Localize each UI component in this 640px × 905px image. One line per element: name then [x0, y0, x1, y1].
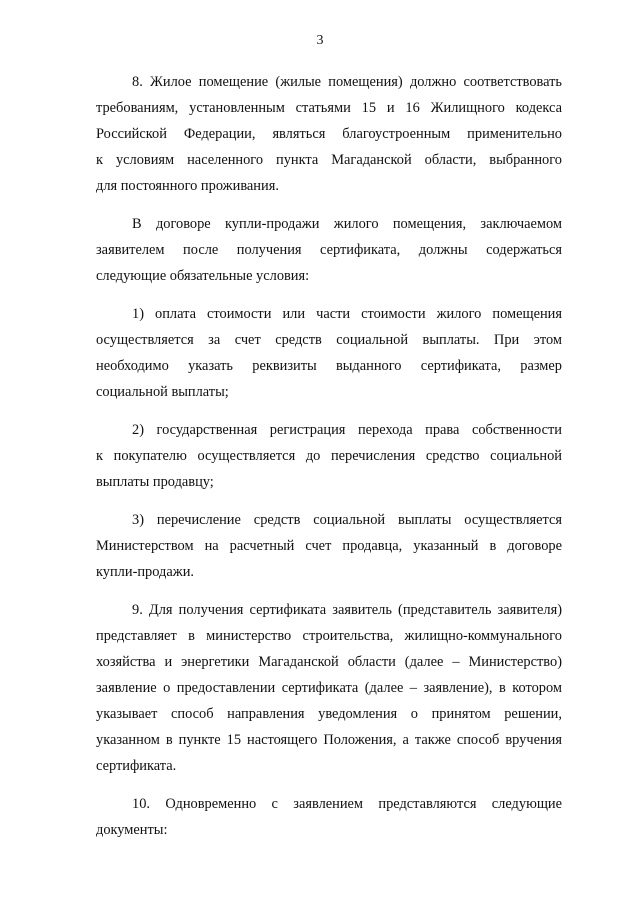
text-line: 2) государственная регистрация перехода права собственности	[132, 422, 562, 438]
text-line: сертификата.	[96, 758, 177, 774]
text-line: к покупателю осуществляется до перечисления средство социальной	[96, 448, 562, 464]
condition-2	[96, 417, 562, 495]
text-line: заявителем после получения сертификата, должны содержаться	[96, 242, 562, 258]
text-line: необходимо указать реквизиты выданного сертификата, размер	[96, 358, 562, 374]
text-line: следующие обязательные условия:	[96, 268, 310, 284]
condition-3	[96, 507, 562, 585]
condition-1	[96, 301, 562, 405]
text-line: 8. Жилое помещение (жилые помещения) должно соответствовать	[132, 74, 562, 90]
text-line: Министерством на расчетный счет продавца, указанный в договоре	[96, 538, 562, 554]
text-line: хозяйства и энергетики Магаданской области (далее – Министерство)	[96, 654, 562, 670]
text-line: В договоре купли-продажи жилого помещения, заключаемом	[132, 216, 562, 232]
text-line: указанном в пункте 15 настоящего Положения, а также способ вручения	[96, 732, 562, 748]
paragraph-9	[96, 597, 562, 779]
text-line: для постоянного проживания.	[96, 178, 279, 194]
document-body	[96, 69, 562, 855]
text-line: 3) перечисление средств социальной выплаты осуществляется	[132, 512, 562, 528]
text-line: купли-продажи.	[96, 564, 194, 580]
page-number: 3	[316, 33, 324, 48]
text-line: Российской Федерации, являться благоустроенным применительно	[96, 126, 562, 142]
paragraph-10	[96, 791, 562, 843]
text-line: 1) оплата стоимости или части стоимости жилого помещения	[132, 306, 562, 322]
text-line: представляет в министерство строительства, жилищно-коммунального	[96, 628, 562, 644]
text-line: документы:	[96, 822, 168, 838]
text-line: указывает способ направления уведомления о принятом решении,	[96, 706, 562, 722]
text-line: выплаты продавцу;	[96, 474, 214, 490]
text-line: требованиям, установленным статьями 15 и 16 Жилищного кодекса	[96, 100, 562, 116]
paragraph-8	[96, 69, 562, 199]
text-line: к условиям населенного пункта Магаданской области, выбранного	[96, 152, 562, 168]
text-line: осуществляется за счет средств социальной выплаты. При этом	[96, 332, 562, 348]
text-line: 10. Одновременно с заявлением представляются следующие	[132, 796, 562, 812]
text-line: социальной выплаты;	[96, 384, 229, 400]
text-line: заявление о предоставлении сертификата (далее – заявление), в котором	[96, 680, 562, 696]
paragraph-contract-conditions	[96, 211, 562, 289]
text-line: 9. Для получения сертификата заявитель (представитель заявителя)	[132, 602, 562, 618]
